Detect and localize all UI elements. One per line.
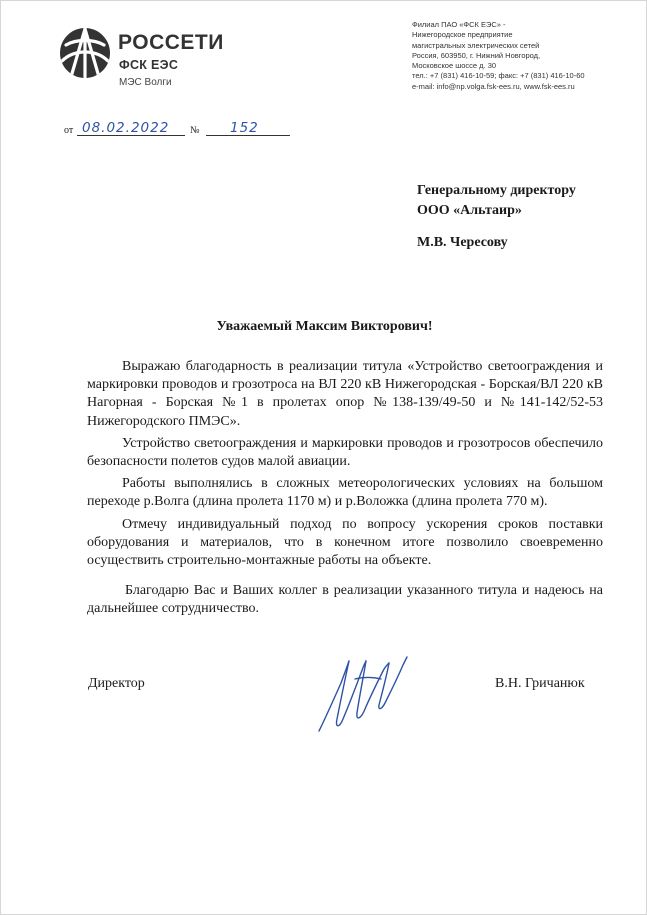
greeting: Уважаемый Максим Викторович! <box>216 319 433 334</box>
org-line: Филиал ПАО «ФСК ЕЭС» - <box>412 20 506 29</box>
org-line: магистральных электрических сетей <box>412 40 540 50</box>
logo-unit: МЭС Волги <box>119 77 172 88</box>
org-line: Московское шоссе д. 30 <box>412 61 497 71</box>
org-line: Нижегородское предприятие <box>412 30 513 40</box>
reference-row <box>64 117 304 139</box>
paragraph: Отмечу индивидуальный подход по вопросу ускорения сроков поставки оборудования и материалов, что в конечном итоге позволило своевременно осуществить строительно-монтажные работы на объекте. <box>87 516 603 569</box>
organization-details <box>412 20 585 92</box>
signature-icon <box>311 649 421 739</box>
signatory-name: В.Н. Гричанюк <box>495 676 585 691</box>
paragraph: Работы выполнялись в сложных метеорологических условиях на большом переходе р.Волга (длина пролета 1170 м) и р.Воложка (длина пролета 770 м). <box>87 476 603 510</box>
number-value: 152 <box>230 120 259 136</box>
addressee-position: Генеральному директору <box>417 183 576 198</box>
org-line: тел.: +7 (831) 416-10-59; факс: +7 (831) 416-10-60 <box>412 71 585 81</box>
date-value: 08.02.2022 <box>82 120 170 136</box>
signatory-title: Директор <box>88 676 145 691</box>
addressee <box>417 181 576 221</box>
paragraph: Выражаю благодарность в реализации титула «Устройство светоограждения и маркировки проводов и грозотроса на ВЛ 220 кВ Нижегородская - Борская/ВЛ 220 кВ Нагорная - Борская №1 в пролетах опор №138-139/49-50 и №141-142/52-53 Нижегородского ПМЭС». <box>87 359 603 429</box>
letter-body <box>87 358 603 619</box>
org-line: e-mail: info@np.volga.fsk-ees.ru, www.fsk-ees.ru <box>412 81 575 91</box>
logo-subtitle: ФСК ЕЭС <box>119 58 179 72</box>
addressee-name: М.В. Чересову <box>417 235 508 250</box>
logo-name: РОССЕТИ <box>118 31 224 54</box>
date-label: от <box>64 125 74 136</box>
paragraph: Благодарю Вас и Ваших коллег в реализации указанного титула и надеюсь на дальнейшее сотрудничество. <box>87 583 603 617</box>
paragraph: Устройство светоограждения и маркировки проводов и грозотросов обеспечило безопасности полетов судов малой авиации. <box>87 435 603 470</box>
number-label: № <box>190 125 200 136</box>
org-line: Россия, 603950, г. Нижний Новгород, <box>412 50 541 60</box>
addressee-company: ООО «Альтаир» <box>417 203 522 218</box>
rosseti-emblem-icon <box>59 27 111 79</box>
